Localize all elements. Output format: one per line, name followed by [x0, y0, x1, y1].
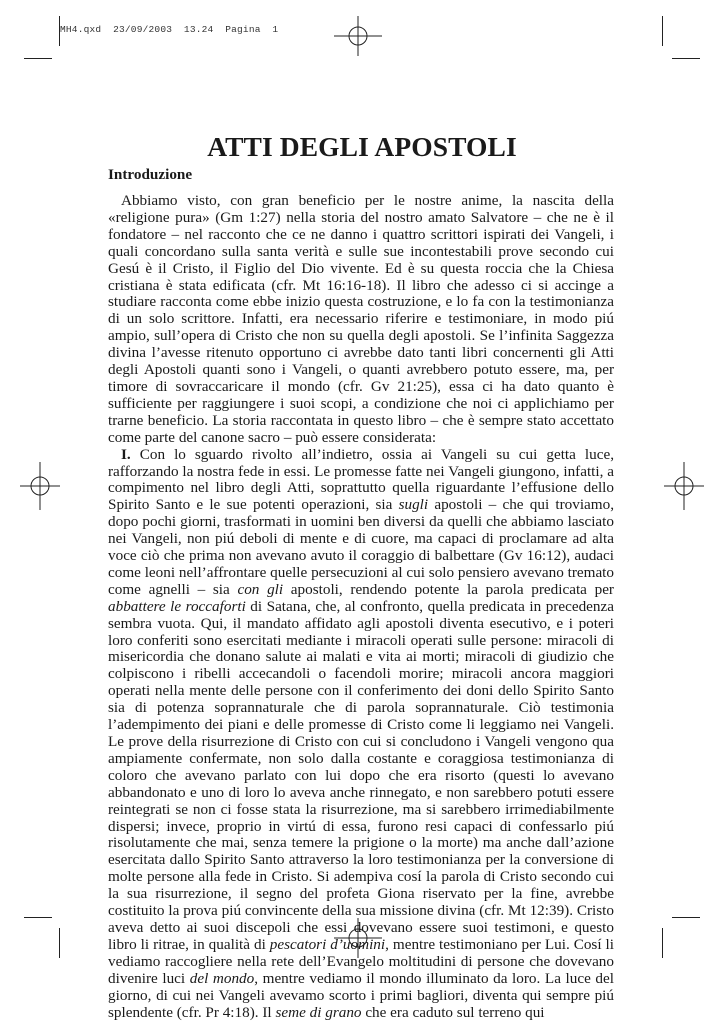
paragraph-segment: apostoli – che qui troviamo, dopo pochi giorni, trasformati in uomini ben diversi da quelli che abbiamo lasciato nei Vangeli, non piú deboli di mente e di cuore, ma capaci di proclamare ad alta voce ciò che prima non avevano avuto il coraggio di balbettare (Gv 16:12), audaci come leoni nell’affrontare quelle persecuzioni al cui solo pensiero avevano tremato come agnelli – sia: [108, 496, 615, 598]
crop-mark-top-right-v: [662, 16, 663, 46]
paragraph-segment: , mentre testimoniano per Lui. Cosí li vediamo raccogliere nella rete dell’Evangelo moltitudini di persone che dovevano divenire luci: [108, 935, 614, 987]
italic-segment: sugli: [398, 496, 429, 514]
paragraph-point-one: [108, 447, 614, 1022]
crop-mark-top-left-h: [24, 58, 52, 59]
crop-mark-top-left-v: [59, 16, 60, 46]
print-slug-line: MH4.qxd 23/09/2003 13.24 Pagina 1: [60, 24, 279, 35]
body-text: [108, 193, 614, 1021]
registration-mark-left-icon: [20, 462, 60, 510]
italic-segment: abbattere le roccaforti: [108, 597, 246, 615]
section-heading: Introduzione: [108, 166, 193, 183]
crop-mark-bottom-right-v: [662, 928, 663, 958]
italic-segment: seme di grano: [275, 1003, 362, 1021]
registration-mark-top-icon: [334, 16, 382, 56]
italic-segment: del mondo: [189, 969, 255, 987]
italic-segment: con gli: [237, 580, 284, 598]
paragraph-segment: che era caduto sul terreno qui: [361, 1003, 545, 1021]
crop-mark-bottom-right-h: [672, 917, 700, 918]
crop-mark-bottom-left-v: [59, 928, 60, 958]
paragraph-segment: Con lo sguardo rivolto all’indietro, ossia ai Vangeli su cui getta luce, rafforzando la nostra fede in essi. Le promesse fatte nei Vangeli giungono, infatti, a compimento nel libro degli Atti, soprattutto quella riguardante l’effusione dello Spirito Santo e le sue potenti operazioni, sia: [108, 445, 614, 514]
paragraph-intro: [108, 193, 614, 447]
paragraph-segment: , mentre vediamo il mondo illuminato da loro. La luce del giorno, di cui nei Vangeli avevamo scorto i primi bagliori, diventa qui sempre piú splendente (cfr. Pr 4:18). Il: [108, 969, 614, 1021]
paragraph-segment: di Satana, che, al confronto, quella predicata in precedenza sembra vuota. Qui, il mandato affidato agli apostoli diventa esecutivo, e i poteri loro conferiti sono esercitati mediante i miracoli operati sulle persone: miracoli di misericordia che donano salute ai malati e vita ai morti; miracoli di giudizio che colpiscono i ribelli accecandoli o facendoli morire; miracoli ancora maggiori operati nella mente delle persone con il conferimento dei doni dello Spirito Santo sia di potenza soprannaturale che di parola soprannaturale. Ciò testimonia l’adempimento dei piani e delle promesse di Cristo come li leggiamo nei Vangeli. Le prove della risurrezione di Cristo con cui si concludono i Vangeli vengono qua ampiamente confermate, non solo dalla costante e coraggiosa testimonianza di coloro che avevano parlato con lui dopo che era risorto (questi lo avevano abbandonato e uno di loro lo aveva anche rinnegato, e non sarebbero potuti essere reintegrati se non ci fosse stata la risurrezione, ma si sarebbero irrimediabilmente dispersi; invece, proprio in virtú di essa, furono resi capaci di confessarlo piú risolutamente che mai, senza temere la prigione o la morte) ma anche dall’azione esercitata dallo Spirito Santo attraverso la loro testimonianza per la conversione di molte persone alla fede in Cristo. Si adempiva cosí la parola di Cristo secondo cui la sua risurrezione, il segno del profeta Giona riservato per la fine, avrebbe costituito la prova piú convincente della sua missione divina (cfr. Mt 12:39). Cristo aveva detto ai suoi discepoli che essi dovevano essere suoi testimoni, e questo libro li ritrae, in qualità di: [108, 597, 614, 953]
crop-mark-top-right-h: [672, 58, 700, 59]
italic-segment: pescatori d’uomini: [269, 935, 386, 953]
paragraph-segment: apostoli, rendendo potente la parola predicata per: [283, 580, 614, 598]
page-title: ATTI DEGLI APOSTOLI: [207, 131, 517, 162]
paragraph-lead-numeral: I.: [121, 445, 131, 463]
crop-mark-bottom-left-h: [24, 917, 52, 918]
paragraph-segment: Abbiamo visto, con gran beneficio per le nostre anime, la nascita della «religione pura» (Gm 1:27) nella storia del nostro amato Salvatore – che ne è il fondatore – nel racconto che ce ne danno i quattro scrittori ispirati dei Vangeli, i quali concordano sulla santa verità e sulle sue incontestabili prove secondo cui Gesú è il Cristo, il Figlio del Dio vivente. Ed è su questa roccia che la Chiesa cristiana è stata edificata (cfr. Mt 16:16-18). Il libro che adesso ci si accinge a studiare racconta come ebbe inizio questa costruzione, e lo fa con la testimonianza di un solo scrittore. Infatti, era necessario riferire e testimoniare, in modo piú ampio, sull’opera di Cristo che non su quella degli apostoli. Se l’infinita Saggezza divina l’avesse ritenuto opportuno ci avrebbe dato tanti libri concernenti gli Atti degli Apostoli quanti sono i Vangeli, o quanti avrebbero potuto essere, ma, per timore di sovraccaricare il mondo (cfr. Gv 21:25), essa ci ha dato quanto è sufficiente per raggiungere i suoi scopi, a condizione che noi ci applichiamo per trarne beneficio. La storia raccontata in questo libro – che è sempre stato accettato come parte del canone sacro – può essere considerata:: [108, 192, 614, 446]
registration-mark-right-icon: [664, 462, 704, 510]
